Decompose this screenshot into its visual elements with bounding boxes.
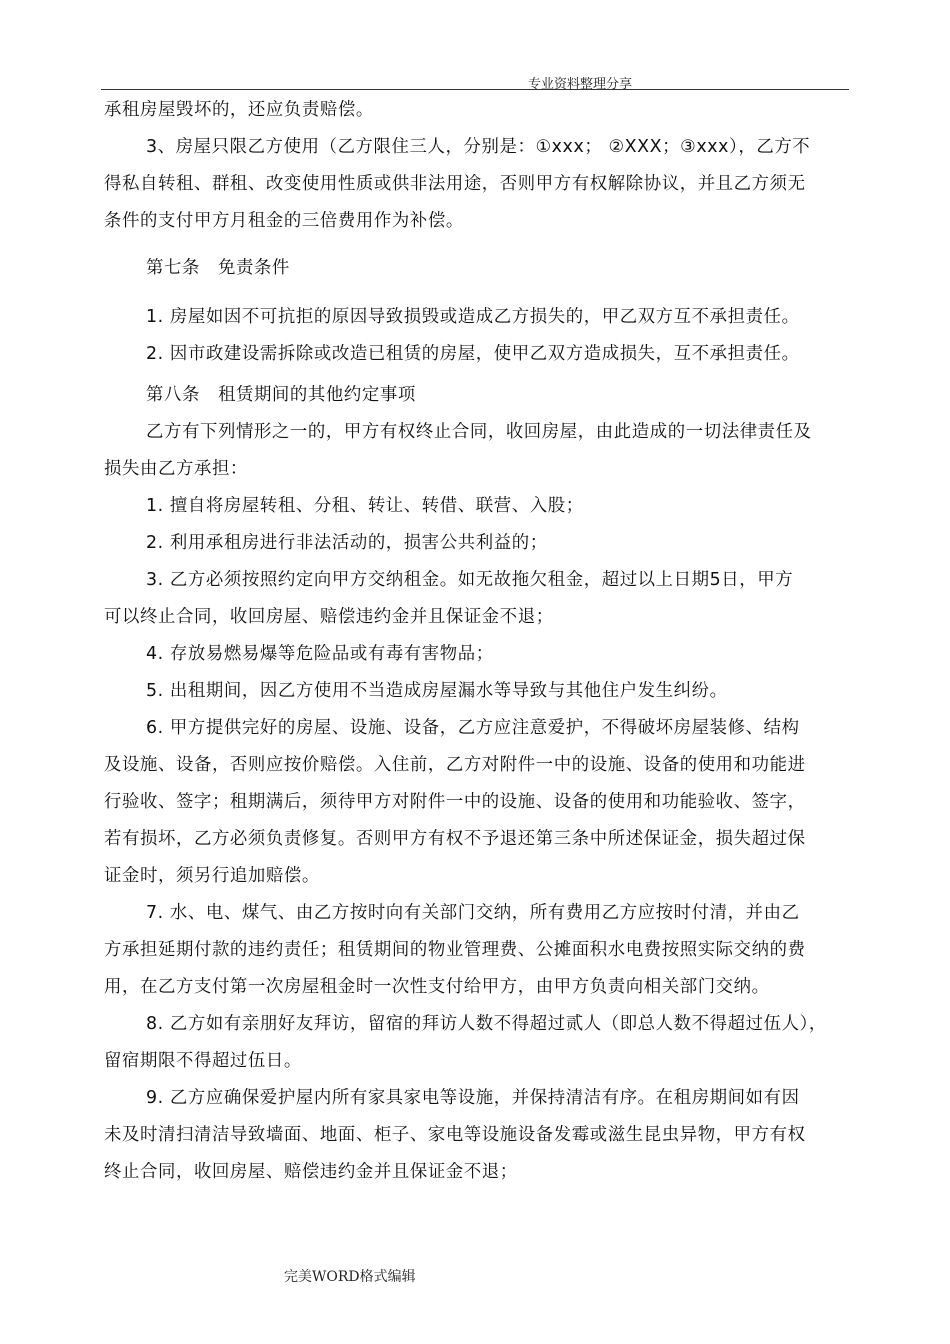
body-line: 行验收、签字；租期满后，须待甲方对附件一中的设施、设备的使用和功能验收、签字， — [104, 792, 806, 812]
body-line: 用，在乙方支付第一次房屋租金时一次性支付给甲方，由甲方负责向相关部门交纳。 — [104, 977, 770, 997]
body-line: 条件的支付甲方月租金的三倍费用作为补偿。 — [104, 211, 464, 231]
body-line: 终止合同，收回房屋、赔偿违约金并且保证金不退； — [104, 1162, 518, 1182]
page-header: 专业资料整理分享 — [528, 77, 633, 92]
body-line: 若有损坏，乙方必须负责修复。否则甲方有权不予退还第三条中所述保证金，损失超过保 — [104, 829, 806, 849]
body-line: 留宿期限不得超过伍日。 — [104, 1051, 302, 1071]
document-body — [104, 92, 848, 1191]
article-8-intro: 乙方有下列情形之一的，甲方有权终止合同，收回房屋，由此造成的一切法律责任及 — [146, 422, 812, 442]
article-8-item-9: 9. 乙方应确保爱护屋内所有家具家电等设施，并保持清洁有序。在租房期间如有因 — [146, 1088, 800, 1108]
article-8-item-2: 2. 利用承租房进行非法活动的，损害公共利益的； — [146, 533, 548, 553]
body-line: 及设施、设备，否则应按价赔偿。入住前，乙方对附件一中的设施、设备的使用和功能进 — [104, 755, 806, 775]
article-7-heading: 第七条 免责条件 — [146, 258, 290, 278]
body-line: 方承担延期付款的违约责任；租赁期间的物业管理费、公摊面积水电费按照实际交纳的费 — [104, 940, 806, 960]
body-line: 证金时，须另行追加赔偿。 — [104, 866, 320, 886]
body-line: 可以终止合同，收回房屋、赔偿违约金并且保证金不退； — [104, 607, 554, 627]
clause-6-item-3: 3、房屋只限乙方使用（乙方限住三人，分别是：①xxx； ②XXX；③xxx），乙方不 — [146, 137, 811, 157]
body-line: 未及时清扫清洁导致墙面、地面、柜子、家电等设施设备发霉或滋生昆虫异物，甲方有权 — [104, 1125, 806, 1145]
body-line: 得私自转租、群租、改变使用性质或供非法用途，否则甲方有权解除协议，并且乙方须无 — [104, 174, 806, 194]
article-8-item-6: 6. 甲方提供完好的房屋、设施、设备，乙方应注意爱护，不得破坏房屋装修、结构 — [146, 718, 800, 738]
article-7-item-2: 2. 因市政建设需拆除或改造已租赁的房屋，使甲乙双方造成损失，互不承担责任。 — [146, 344, 800, 364]
page-footer: 完美WORD格式编辑 — [284, 1269, 416, 1285]
article-8-item-8: 8. 乙方如有亲朋好友拜访，留宿的拜访人数不得超过贰人（即总人数不得超过伍人）， — [146, 1014, 827, 1034]
article-8-item-7: 7. 水、电、煤气、由乙方按时向有关部门交纳，所有费用乙方应按时付清，并由乙 — [146, 903, 800, 923]
article-8-item-1: 1. 擅自将房屋转租、分租、转让、转借、联营、入股； — [146, 496, 584, 516]
article-8-item-3: 3. 乙方必须按照约定向甲方交纳租金。如无故拖欠租金，超过以上日期5日，甲方 — [146, 570, 794, 590]
header-divider — [101, 89, 849, 90]
article-7-item-1: 1. 房屋如因不可抗拒的原因导致损毁或造成乙方损失的，甲乙双方互不承担责任。 — [146, 307, 800, 327]
body-line: 承租房屋毁坏的，还应负责赔偿。 — [104, 100, 374, 120]
article-8-item-4: 4. 存放易燃易爆等危险品或有毒有害物品； — [146, 644, 494, 664]
body-line: 损失由乙方承担： — [104, 459, 248, 479]
article-8-item-5: 5. 出租期间，因乙方使用不当造成房屋漏水等导致与其他住户发生纠纷。 — [146, 681, 728, 701]
article-8-heading: 第八条 租赁期间的其他约定事项 — [146, 385, 416, 405]
